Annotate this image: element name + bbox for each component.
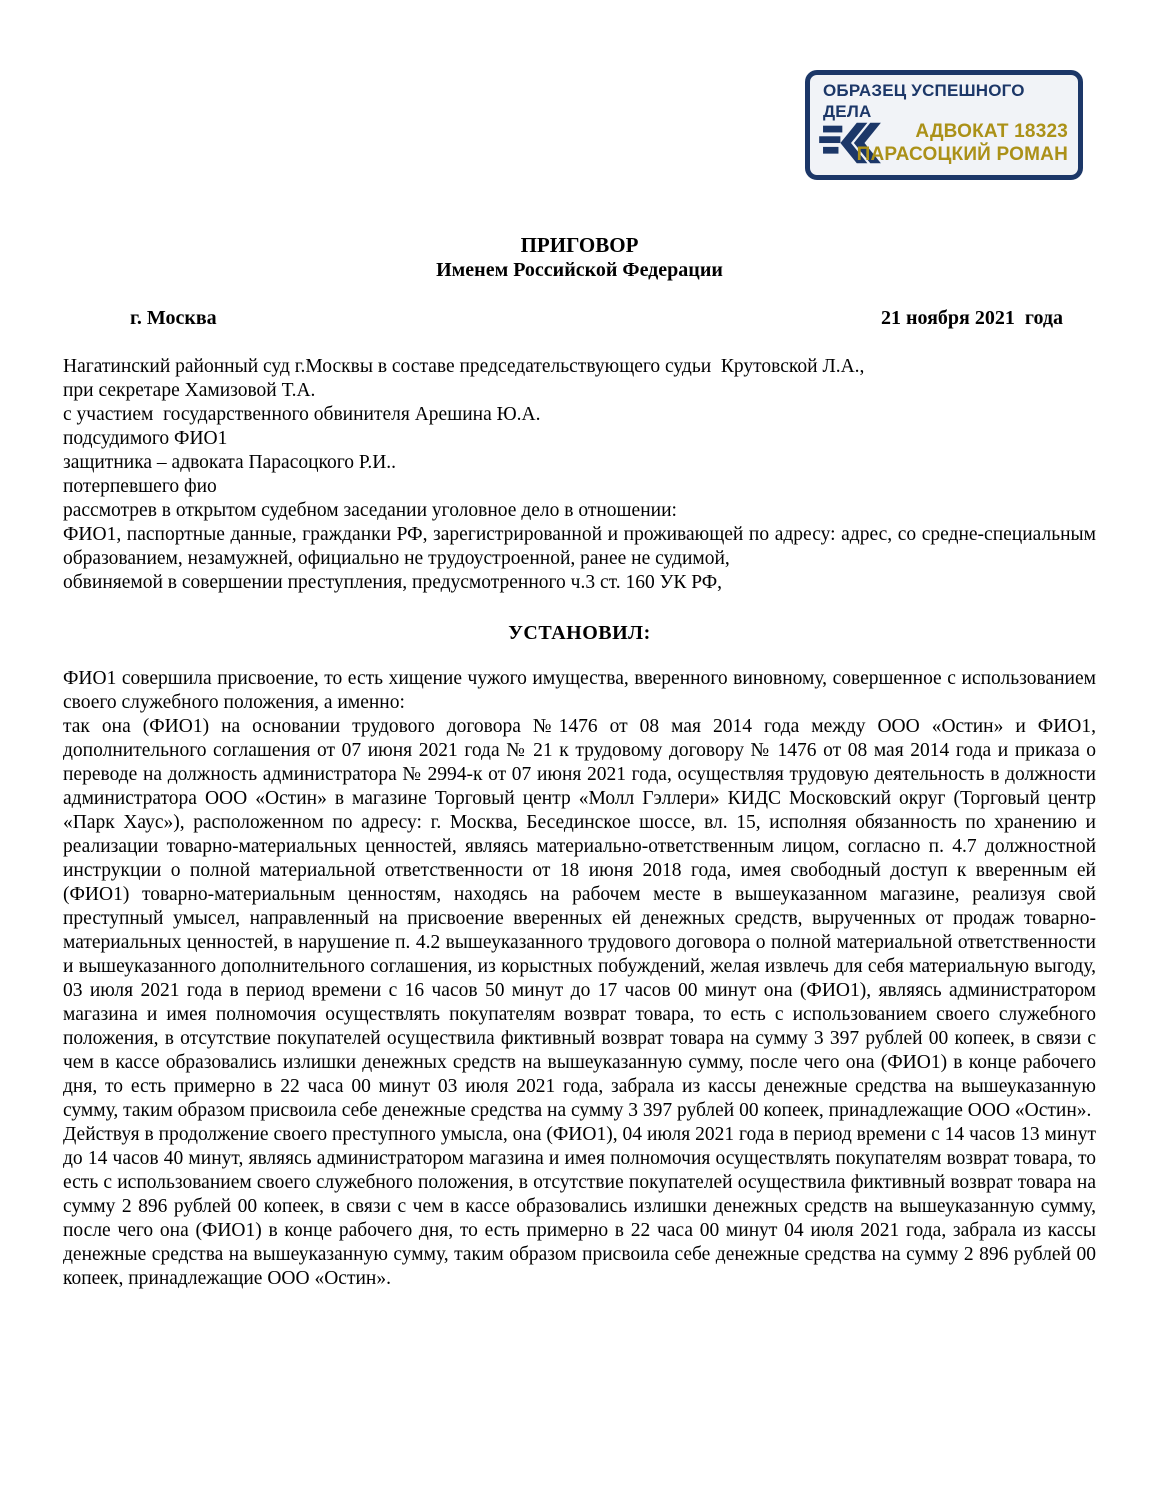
stamp-advocate-line1: АДВОКАТ 18323 [915,121,1068,142]
stamp-advocate-line2: ПАРАСОЦКИЙ РОМАН [856,144,1068,165]
document-title: ПРИГОВОР [520,233,639,257]
document-subtitle: Именем Российской Федерации [436,259,723,281]
established-heading: УСТАНОВИЛ: [508,622,651,644]
intro-court-line: Нагатинский районный суд г.Москвы в составе председательствующего судьи Крутовской Л.А., [63,356,865,377]
intro-prosecutor-line: с участием государственного обвинителя Арешина Ю.А. [63,404,541,425]
intro-secretary-line: при секретаре Хамизовой Т.А. [63,380,316,401]
court-city: г. Москва [130,307,217,329]
intro-hearing-line: рассмотрев в открытом судебном заседании уголовное дело в отношении: [63,500,677,521]
place-date-row [63,306,1096,331]
stamp-caption-line1: ОБРАЗЕЦ УСПЕШНОГО [823,81,1025,100]
stamp-advocate-text [857,120,1068,166]
intro-defender-line: защитника – адвоката Парасоцкого Р.И.. [63,452,397,473]
intro-victim-line: потерпевшего фио [63,476,217,497]
stamp-caption [823,80,1025,122]
intro-accused-details: ФИО1, паспортные данные, гражданки РФ, зарегистрированной и проживающей по адресу: адрес, со средне-специальным образованием, незамужней, официально не трудоустроенной, ранее не судимой, [63,524,1101,569]
verdict-date: 21 ноября 2021 года [880,307,1063,329]
stamp-caption-line2: ДЕЛА [823,102,872,121]
law-firm-stamp [805,70,1083,180]
body-paragraph-episode-2: Действуя в продолжение своего преступного умысла, она (ФИО1), 04 июля 2021 года в период времени с 14 часов 13 минут до 14 часов 40 минут, являясь администратором магазина и имея полномочия осуществлять покупателям возврат товара, то есть с использованием своего служебного положения, в отсутствие покупателей осуществила фиктивный возврат товара на сумму 2 896 рублей 00 копеек, в связи с чем в кассе образовались излишки денежных средств на вышеуказанную сумму, после чего она (ФИО1) в конце рабочего дня, то есть примерно в 22 часа 00 минут 04 июля 2021 года, забрала из кассы денежные средства на вышеуказанную сумму, таким образом присвоила себе денежные средства на сумму 2 896 рублей 00 копеек, принадлежащие ООО «Остин». [63,1124,1096,1289]
case-intro-block [63,355,1101,595]
intro-charge-line: обвиняемой в совершении преступления, предусмотренного ч.3 ст. 160 УК РФ, [63,572,723,593]
intro-defendant-line: подсудимого ФИО1 [63,428,228,449]
body-paragraph-summary: ФИО1 совершила присвоение, то есть хищение чужого имущества, вверенного виновному, совершенное с использованием своего служебного положения, а именно: [63,668,1096,713]
verdict-body [63,667,1096,1291]
body-paragraph-episode-1: так она (ФИО1) на основании трудового договора №1476 от 08 мая 2014 года между ООО «Остин» и ФИО1, дополнительного соглашения от 07 июня 2021 года № 21 к трудовому договору № 1476 от 08 мая 2014 года и приказа о переводе на должность администратора № 2994-к от 07 июня 2021 года, осуществляя трудовую деятельность в должности администратора ООО «Остин» в магазине Торговый центр «Молл Гэллери» КИДС Московский округ (Торговый центр «Парк Хаус»), расположенном по адресу: г. Москва, Бесединское шоссе, вл. 15, исполняя обязанность по хранению и реализации товарно-материальных ценностей, являясь материально-ответственным лицом, согласно п. 4.7 должностной инструкции о полной материальной ответственности от 18 июня 2018 года, имея свободный доступ к вверенным ей (ФИО1) товарно-материальным ценностям, находясь на рабочем месте в вышеуказанном магазине, реализуя свой преступный умысел, направленный на присвоение вверенных ей денежных средств, вырученных от продаж товарно-материальных ценностей, в нарушение п. 4.2 вышеуказанного трудового договора о полной материальной ответственности и вышеуказанного дополнительного соглашения, из корыстных побуждений, желая извлечь для себя материальную выгоду, 03 июля 2021 года в период времени с 16 часов 50 минут до 17 часов 00 минут она (ФИО1), являясь администратором магазина и имея полномочия осуществлять покупателям возврат товара, то есть с использованием своего служебного положения, в отсутствие покупателей осуществила фиктивный возврат товара на сумму 3 397 рублей 00 копеек, в связи с чем в кассе образовались излишки денежных средств на вышеуказанную сумму, после чего она (ФИО1) в конце рабочего дня, то есть примерно в 22 часа 00 минут 03 июля 2021 года, забрала из кассы денежные средства на вышеуказанную сумму, таким образом присвоила себе денежные средства на сумму 3 397 рублей 00 копеек, принадлежащие ООО «Остин». [63,716,1096,1121]
